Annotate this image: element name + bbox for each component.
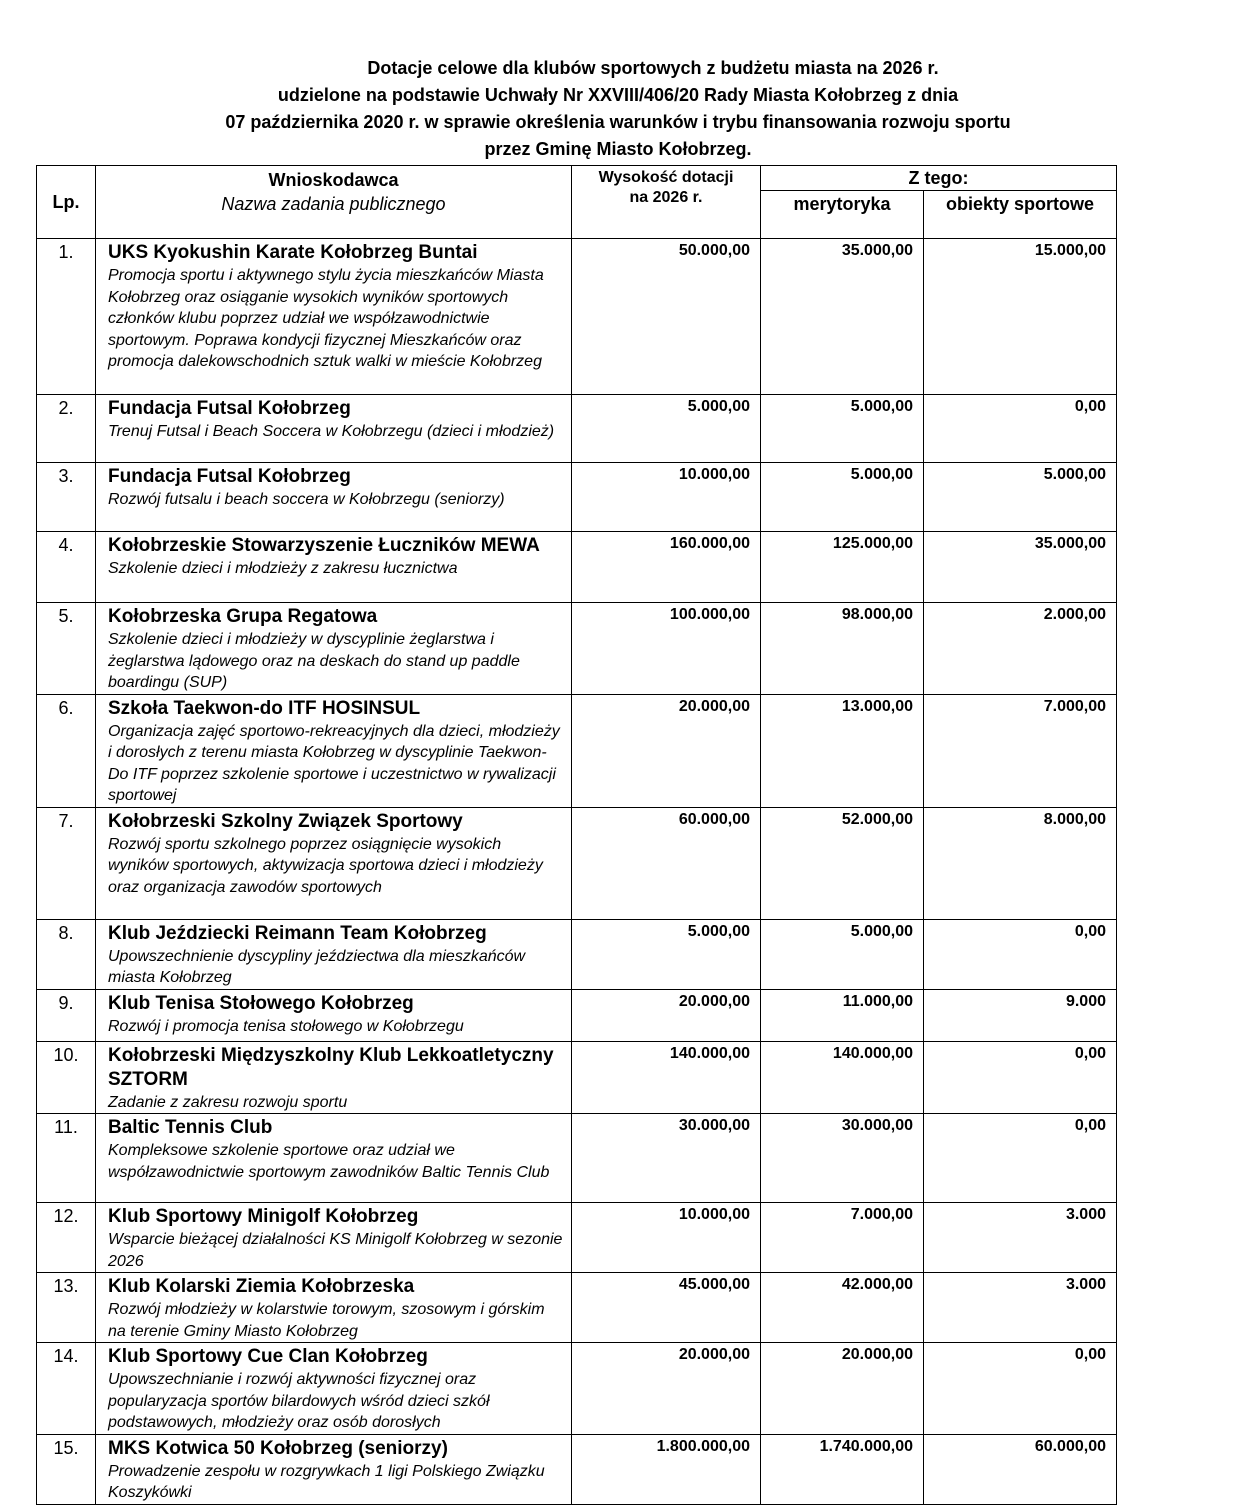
table-row bbox=[37, 694, 1117, 807]
amount-cell: 10.000,00 bbox=[572, 1203, 761, 1273]
applicant-name: Kołobrzeska Grupa Regatowa bbox=[108, 606, 378, 627]
task-name: Szkolenie dzieci i młodzieży w dyscyplinie żeglarstwa i żeglarstwa lądowego oraz na deskach do stand up paddle boardingu (SUP) bbox=[108, 631, 520, 691]
applicant-cell bbox=[96, 694, 572, 807]
task-name: Organizacja zajęć sportowo-rekreacyjnych dla dzieci, młodzieży i dorosłych z terenu miasta Kołobrzeg w dyscyplinie Taekwon-Do ITF poprzez szkolenie sportowe i uczestnictwo w rywalizacji sportowej bbox=[108, 722, 560, 804]
row-number: 11. bbox=[37, 1114, 96, 1203]
row-number: 6. bbox=[37, 694, 96, 807]
amount-cell: 5.000,00 bbox=[572, 395, 761, 463]
table-row bbox=[37, 463, 1117, 532]
facilities-cell: 0,00 bbox=[924, 1041, 1117, 1114]
merit-cell: 11.000,00 bbox=[761, 989, 924, 1041]
amount-cell: 160.000,00 bbox=[572, 532, 761, 603]
facilities-cell: 2.000,00 bbox=[924, 603, 1117, 695]
row-number: 10. bbox=[37, 1041, 96, 1114]
task-name: Rozwój i promocja tenisa stołowego w Kołobrzegu bbox=[108, 1017, 464, 1035]
applicant-name: Klub Jeździecki Reimann Team Kołobrzeg bbox=[108, 922, 487, 944]
table-row bbox=[37, 603, 1117, 695]
amount-cell: 20.000,00 bbox=[572, 694, 761, 807]
amount-cell: 50.000,00 bbox=[572, 239, 761, 395]
facilities-cell: 9.000 bbox=[924, 989, 1117, 1041]
header-applicant-label: Wnioskodawca bbox=[268, 170, 399, 190]
row-number: 14. bbox=[37, 1343, 96, 1435]
task-name: Wsparcie bieżącej działalności KS Minigolf Kołobrzeg w sezonie 2026 bbox=[108, 1231, 563, 1270]
applicant-name: Szkoła Taekwon-do ITF HOSINSUL bbox=[108, 697, 421, 719]
applicant-name: UKS Kyokushin Karate Kołobrzeg Buntai bbox=[108, 242, 478, 263]
table-row bbox=[37, 807, 1117, 919]
applicant-cell bbox=[96, 603, 572, 695]
applicant-name: Kołobrzeski Szkolny Związek Sportowy bbox=[108, 810, 463, 832]
amount-cell: 45.000,00 bbox=[572, 1273, 761, 1343]
header-facilities: obiekty sportowe bbox=[924, 191, 1117, 239]
merit-cell: 98.000,00 bbox=[761, 603, 924, 695]
header-amount-line-1: Wysokość dotacji bbox=[598, 169, 734, 186]
task-name: Upowszechnienie dyscypliny jeździectwa dla mieszkańców miasta Kołobrzeg bbox=[108, 947, 526, 986]
title-line-4: przez Gminę Miasto Kołobrzeg. bbox=[484, 139, 752, 159]
table-row bbox=[37, 1434, 1117, 1504]
header-amount bbox=[572, 166, 761, 239]
applicant-name: Klub Kolarski Ziemia Kołobrzeska bbox=[108, 1276, 415, 1297]
title-line-1: Dotacje celowe dla klubów sportowych z budżetu miasta na 2026 r. bbox=[367, 58, 939, 78]
task-name: Rozwój futsalu i beach soccera w Kołobrzegu (seniorzy) bbox=[108, 491, 505, 508]
header-task-label: Nazwa zadania publicznego bbox=[221, 194, 446, 214]
applicant-cell bbox=[96, 1041, 572, 1114]
facilities-cell: 0,00 bbox=[924, 395, 1117, 463]
applicant-name: MKS Kotwica 50 Kołobrzeg (seniorzy) bbox=[108, 1437, 448, 1459]
row-number: 7. bbox=[37, 807, 96, 919]
applicant-cell bbox=[96, 919, 572, 989]
row-number: 4. bbox=[37, 532, 96, 603]
amount-cell: 100.000,00 bbox=[572, 603, 761, 695]
title-line-3: 07 października 2020 r. w sprawie określenia warunków i trybu finansowania rozwoju sportu bbox=[225, 112, 1011, 132]
applicant-cell bbox=[96, 1434, 572, 1504]
row-number: 1. bbox=[37, 239, 96, 395]
merit-cell: 13.000,00 bbox=[761, 694, 924, 807]
applicant-cell bbox=[96, 532, 572, 603]
facilities-cell: 60.000,00 bbox=[924, 1434, 1117, 1504]
header-of-which: Z tego: bbox=[761, 166, 1117, 191]
header-amount-line-2: na 2026 r. bbox=[629, 189, 703, 206]
task-name: Zadanie z zakresu rozwoju sportu bbox=[108, 1093, 348, 1111]
row-number: 13. bbox=[37, 1273, 96, 1343]
applicant-cell bbox=[96, 1273, 572, 1343]
task-name: Promocja sportu i aktywnego stylu życia mieszkańców Miasta Kołobrzeg oraz osiąganie wysokich wyników sportowych członków klubu poprzez udział we współzawodnictwie sportowym. Poprawa kondycji fizycznej Mieszkańców oraz promocja dalekowschodnich sztuk walki w mieście Kołobrzeg bbox=[108, 267, 544, 370]
applicant-cell bbox=[96, 1203, 572, 1273]
applicant-name: Fundacja Futsal Kołobrzeg bbox=[108, 398, 351, 419]
table-row bbox=[37, 1114, 1117, 1203]
task-name: Kompleksowe szkolenie sportowe oraz udział we współzawodnictwie sportowym zawodników Baltic Tennis Club bbox=[108, 1142, 550, 1181]
applicant-name: Klub Sportowy Minigolf Kołobrzeg bbox=[108, 1206, 419, 1227]
header-applicant bbox=[96, 166, 572, 239]
row-number: 5. bbox=[37, 603, 96, 695]
amount-cell: 10.000,00 bbox=[572, 463, 761, 532]
applicant-cell bbox=[96, 1343, 572, 1435]
document-title bbox=[0, 55, 1236, 163]
applicant-name: Fundacja Futsal Kołobrzeg bbox=[108, 466, 351, 487]
header-lp: Lp. bbox=[37, 166, 96, 239]
facilities-cell: 15.000,00 bbox=[924, 239, 1117, 395]
applicant-name: Klub Sportowy Cue Clan Kołobrzeg bbox=[108, 1346, 428, 1367]
facilities-cell: 3.000 bbox=[924, 1203, 1117, 1273]
applicant-name: Kołobrzeskie Stowarzyszenie Łuczników MEWA bbox=[108, 535, 540, 556]
task-name: Upowszechnianie i rozwój aktywności fizycznej oraz popularyzacja sportów bilardowych wśród dzieci szkół podstawowych, młodzieży oraz osób dorosłych bbox=[108, 1371, 490, 1431]
amount-cell: 1.800.000,00 bbox=[572, 1434, 761, 1504]
amount-cell: 140.000,00 bbox=[572, 1041, 761, 1114]
merit-cell: 42.000,00 bbox=[761, 1273, 924, 1343]
merit-cell: 125.000,00 bbox=[761, 532, 924, 603]
applicant-cell bbox=[96, 395, 572, 463]
merit-cell: 20.000,00 bbox=[761, 1343, 924, 1435]
table-row bbox=[37, 989, 1117, 1041]
amount-cell: 30.000,00 bbox=[572, 1114, 761, 1203]
table-row bbox=[37, 395, 1117, 463]
merit-cell: 35.000,00 bbox=[761, 239, 924, 395]
merit-cell: 5.000,00 bbox=[761, 395, 924, 463]
header-merit: merytoryka bbox=[761, 191, 924, 239]
row-number: 8. bbox=[37, 919, 96, 989]
applicant-cell bbox=[96, 463, 572, 532]
merit-cell: 1.740.000,00 bbox=[761, 1434, 924, 1504]
facilities-cell: 0,00 bbox=[924, 1114, 1117, 1203]
table-row bbox=[37, 239, 1117, 395]
table-row bbox=[37, 1041, 1117, 1114]
row-number: 3. bbox=[37, 463, 96, 532]
title-line-2: udzielone na podstawie Uchwały Nr XXVIII/406/20 Rady Miasta Kołobrzeg z dnia bbox=[277, 85, 959, 105]
merit-cell: 5.000,00 bbox=[761, 463, 924, 532]
applicant-name: Baltic Tennis Club bbox=[108, 1117, 273, 1138]
applicant-cell bbox=[96, 239, 572, 395]
task-name: Szkolenie dzieci i młodzieży z zakresu łucznictwa bbox=[108, 560, 458, 577]
facilities-cell: 7.000,00 bbox=[924, 694, 1117, 807]
amount-cell: 20.000,00 bbox=[572, 1343, 761, 1435]
applicant-name: Kołobrzeski Międzyszkolny Klub Lekkoatletyczny SZTORM bbox=[108, 1044, 554, 1090]
facilities-cell: 3.000 bbox=[924, 1273, 1117, 1343]
row-number: 12. bbox=[37, 1203, 96, 1273]
amount-cell: 5.000,00 bbox=[572, 919, 761, 989]
table-row bbox=[37, 1203, 1117, 1273]
merit-cell: 5.000,00 bbox=[761, 919, 924, 989]
amount-cell: 60.000,00 bbox=[572, 807, 761, 919]
facilities-cell: 0,00 bbox=[924, 1343, 1117, 1435]
subsidies-table bbox=[36, 165, 1117, 1505]
merit-cell: 30.000,00 bbox=[761, 1114, 924, 1203]
facilities-cell: 35.000,00 bbox=[924, 532, 1117, 603]
row-number: 2. bbox=[37, 395, 96, 463]
table-row bbox=[37, 1273, 1117, 1343]
applicant-cell bbox=[96, 807, 572, 919]
facilities-cell: 0,00 bbox=[924, 919, 1117, 989]
merit-cell: 52.000,00 bbox=[761, 807, 924, 919]
facilities-cell: 8.000,00 bbox=[924, 807, 1117, 919]
table-row bbox=[37, 919, 1117, 989]
task-name: Rozwój sportu szkolnego poprzez osiągnięcie wysokich wyników sportowych, aktywizacja sportowa dzieci i młodzieży oraz organizacja zawodów sportowych bbox=[108, 835, 543, 896]
merit-cell: 7.000,00 bbox=[761, 1203, 924, 1273]
facilities-cell: 5.000,00 bbox=[924, 463, 1117, 532]
applicant-cell bbox=[96, 1114, 572, 1203]
amount-cell: 20.000,00 bbox=[572, 989, 761, 1041]
table-row bbox=[37, 1343, 1117, 1435]
applicant-name: Klub Tenisa Stołowego Kołobrzeg bbox=[108, 992, 414, 1014]
task-name: Rozwój młodzieży w kolarstwie torowym, szosowym i górskim na terenie Gminy Miasto Kołobrzeg bbox=[108, 1301, 545, 1340]
task-name: Trenuj Futsal i Beach Soccera w Kołobrzegu (dzieci i młodzież) bbox=[108, 423, 555, 440]
merit-cell: 140.000,00 bbox=[761, 1041, 924, 1114]
table-row bbox=[37, 532, 1117, 603]
row-number: 9. bbox=[37, 989, 96, 1041]
task-name: Prowadzenie zespołu w rozgrywkach 1 ligi Polskiego Związku Koszykówki bbox=[108, 1462, 545, 1501]
applicant-cell bbox=[96, 989, 572, 1041]
row-number: 15. bbox=[37, 1434, 96, 1504]
